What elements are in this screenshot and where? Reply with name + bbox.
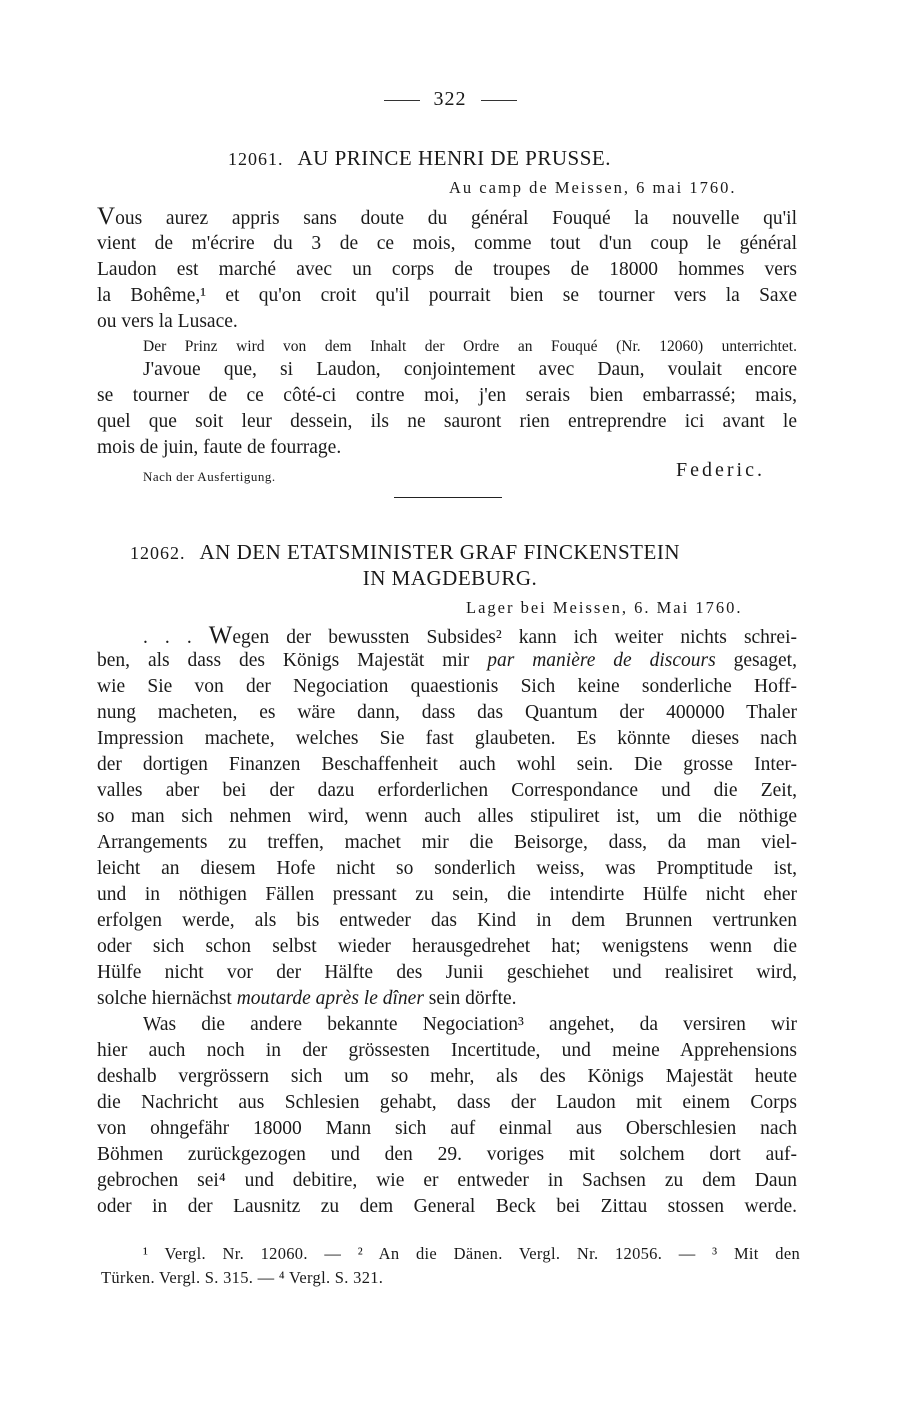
paragraph-line: leicht an diesem Hofe nicht so sonderlich weiss, was Promptitude ist,: [97, 858, 797, 879]
paragraph-line: Laudon est marché avec un corps de troupes de 18000 hommes vers: [97, 259, 797, 280]
paragraph-line: deshalb vergrössern sich um so mehr, als des Königs Majestät heute: [97, 1066, 797, 1087]
letter-number: 12062.: [130, 543, 186, 563]
paragraph-line: nung macheten, es wäre dann, dass das Quantum der 400000 Thaler: [97, 702, 797, 723]
paragraph-line: so man sich nehmen wird, wenn auch alles stipuliret ist, um die nöthige: [97, 806, 797, 827]
paragraph-line: solche hiernächst moutarde après le dîner sein dörfte.: [97, 988, 517, 1009]
footnote-line: ¹ Vergl. Nr. 12060. — ² An die Dänen. Vergl. Nr. 12056. — ³ Mit den: [143, 1244, 800, 1263]
paragraph-line: quel que soit leur dessein, ils ne sauront rien entreprendre ici avant le: [97, 411, 797, 432]
dateline: Au camp de Meissen, 6 mai 1760.: [449, 178, 737, 197]
editor-note: Der Prinz wird von dem Inhalt der Ordre an Fouqué (Nr. 12060) unterrichtet.: [143, 338, 797, 355]
paragraph-line: . . . Wegen der bewussten Subsides² kann ich weiter nichts schrei-: [143, 622, 797, 649]
letter-title-line2: IN MAGDEBURG.: [362, 566, 538, 590]
paragraph-line: der dortigen Finanzen Beschaffenheit auch wohl sein. Die grosse Inter-: [97, 754, 797, 775]
initial-letter: V: [97, 203, 116, 230]
footnote-line: Türken. Vergl. S. 315. — ⁴ Vergl. S. 321.: [101, 1268, 384, 1287]
letter-title: AN DEN ETATSMINISTER GRAF FINCKENSTEIN: [199, 540, 680, 564]
letter-number: 12061.: [228, 149, 284, 169]
paragraph-line: la Bohême,¹ et qu'on croit qu'il pourrait bien se tourner vers la Saxe: [97, 285, 797, 306]
paragraph-line: gebrochen sei⁴ und debitire, wie er entweder in Sachsen zu dem Daun: [97, 1170, 797, 1191]
italic-phrase: par manière de discours: [487, 650, 716, 671]
paragraph-line: ben, als dass des Königs Majestät mir par manière de discours gesaget,: [97, 650, 797, 671]
paragraph-line: valles aber bei der dazu erforderlichen Correspondance und die Zeit,: [97, 780, 797, 801]
letter-heading: [130, 540, 680, 565]
section-divider: [394, 497, 502, 498]
paragraph-line: se tourner de ce côté-ci contre moi, j'en serais bien embarrassé; mais,: [97, 385, 797, 406]
paragraph-line: Impression machete, welches Sie fast glaubeten. Es könnte dieses nach: [97, 728, 797, 749]
initial-letter: W: [208, 622, 233, 649]
paragraph-line: oder sich schon selbst wieder herausgedrehet hat; wenigstens wenn die: [97, 936, 797, 957]
paragraph-line: J'avoue que, si Laudon, conjointement avec Daun, voulait encore: [143, 359, 797, 380]
dateline: Lager bei Meissen, 6. Mai 1760.: [466, 598, 743, 617]
paragraph-line: Vous aurez appris sans doute du général Fouqué la nouvelle qu'il: [97, 203, 797, 230]
paragraph-line: vient de m'écrire du 3 de ce mois, comme tout d'un coup le général: [97, 233, 797, 254]
paragraph-line: mois de juin, faute de fourrage.: [97, 437, 342, 458]
page-number: 322: [0, 88, 900, 111]
paragraph-line: erfolgen werde, als bis entweder das Kind in dem Brunnen vertrunken: [97, 910, 797, 931]
letter-heading: [228, 146, 611, 171]
source-note: Nach der Ausfertigung.: [143, 469, 276, 484]
paragraph-line: die Nachricht aus Schlesien gehabt, dass der Laudon mit einem Corps: [97, 1092, 797, 1113]
paragraph-line: ou vers la Lusace.: [97, 311, 238, 332]
page-number-dash-right: [481, 100, 517, 101]
paragraph-line: Hülfe nicht vor der Hälfte des Junii geschiehet und realisiret wird,: [97, 962, 797, 983]
page-number-dash-left: [384, 100, 420, 101]
paragraph-line: Was die andere bekannte Negociation³ angehet, da versiren wir: [143, 1014, 797, 1035]
paragraph-line: und in nöthigen Fällen pressant zu sein, die intendirte Hülfe nicht eher: [97, 884, 797, 905]
paragraph-line: hier auch noch in der grössesten Incertitude, und meine Apprehensions: [97, 1040, 797, 1061]
paragraph-line: von ohngefähr 18000 Mann sich auf einmal aus Oberschlesien nach: [97, 1118, 797, 1139]
letter-title: AU PRINCE HENRI DE PRUSSE.: [297, 146, 611, 170]
paragraph-line: Böhmen zurückgezogen und den 29. voriges mit solchem dort auf-: [97, 1144, 797, 1165]
paragraph-line: Arrangements zu treffen, machet mir die Beisorge, dass, da man viel-: [97, 832, 797, 853]
italic-phrase: moutarde après le dîner: [236, 988, 424, 1009]
paragraph-line: wie Sie von der Negociation quaestionis Sich keine sonderliche Hoff-: [97, 676, 797, 697]
signature: Federic.: [676, 459, 765, 481]
paragraph-line: oder in der Lausnitz zu dem General Beck bei Zittau stossen werde.: [97, 1196, 797, 1217]
